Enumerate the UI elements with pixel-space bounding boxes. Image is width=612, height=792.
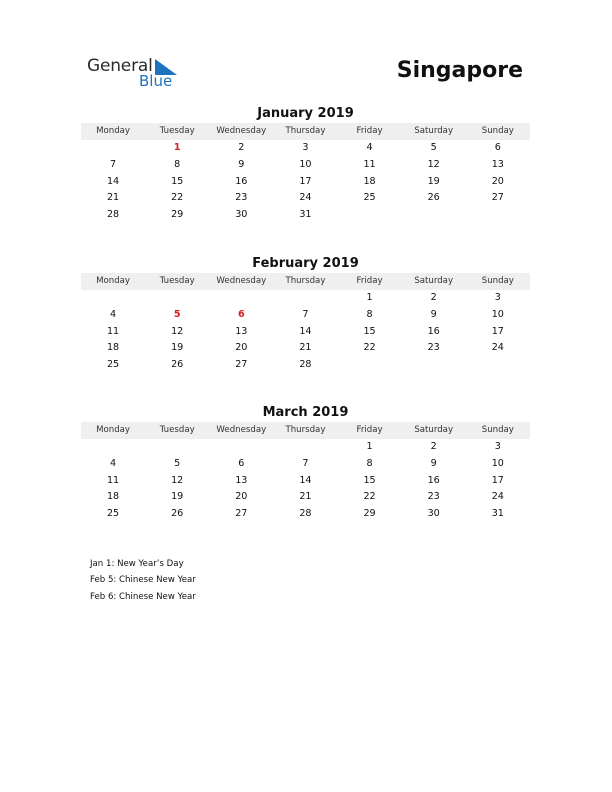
day-cell: 11 [106, 325, 120, 337]
week-row [81, 489, 530, 506]
weekday-label: Friday [356, 425, 383, 435]
empty-day-cell [81, 140, 145, 157]
weekday-label: Wednesday [216, 126, 267, 136]
empty-day-cell [466, 357, 530, 374]
month-calendar [81, 105, 530, 224]
day-cell: 17 [491, 474, 504, 486]
generalblue-logo [87, 56, 187, 92]
empty-day-cell [338, 357, 402, 374]
empty-day-cell [273, 290, 337, 307]
day-cell: 14 [299, 474, 312, 486]
day-cell: 1 [173, 142, 181, 153]
day-cell: 24 [491, 491, 504, 503]
day-cell: 18 [363, 175, 376, 187]
day-cell: 12 [171, 474, 184, 486]
day-cell: 19 [171, 342, 184, 354]
day-cell: 2 [238, 142, 245, 153]
day-cell: 28 [299, 508, 312, 520]
holiday-note: Feb 5: Chinese New Year [90, 575, 196, 586]
weekday-label: Friday [356, 276, 383, 286]
day-cell: 31 [299, 209, 312, 221]
day-cell: 29 [171, 209, 184, 221]
day-cell: 4 [366, 142, 373, 153]
week-row [81, 307, 530, 324]
weekday-label: Thursday [285, 126, 326, 136]
weekday-header-row [81, 273, 530, 290]
day-cell: 27 [491, 192, 504, 204]
day-cell: 12 [427, 158, 440, 170]
day-cell: 25 [363, 192, 376, 204]
weekday-label: Saturday [414, 126, 454, 136]
week-row [81, 140, 530, 157]
day-cell: 18 [106, 491, 120, 503]
logo-text-general: General [87, 56, 153, 76]
day-cell: 11 [106, 474, 120, 486]
day-cell: 21 [299, 342, 312, 354]
day-cell: 16 [427, 325, 440, 337]
day-cell: 3 [494, 292, 501, 303]
day-cell: 10 [491, 308, 504, 320]
day-cell: 5 [173, 308, 181, 320]
day-cell: 19 [171, 491, 184, 503]
weekday-label: Wednesday [216, 425, 267, 435]
month-calendar [81, 255, 530, 374]
empty-day-cell [402, 357, 466, 374]
weekday-label: Sunday [481, 425, 514, 435]
day-cell: 2 [430, 441, 437, 452]
week-row [81, 357, 530, 374]
day-cell: 27 [235, 359, 248, 371]
weekday-label: Thursday [285, 276, 326, 286]
day-cell: 26 [427, 192, 440, 204]
day-cell: 14 [106, 175, 120, 187]
empty-day-cell [81, 290, 145, 307]
day-cell: 22 [363, 491, 376, 503]
day-cell: 9 [430, 308, 437, 320]
day-cell: 20 [235, 342, 248, 354]
holiday-note: Jan 1: New Year’s Day [90, 559, 184, 569]
day-cell: 31 [491, 508, 504, 520]
empty-day-cell [209, 290, 273, 307]
day-cell: 10 [299, 158, 312, 170]
empty-day-cell [209, 439, 273, 456]
day-cell: 13 [491, 158, 504, 170]
day-cell: 6 [238, 457, 245, 469]
day-cell: 12 [171, 325, 184, 337]
day-cell: 24 [491, 342, 504, 354]
week-row [81, 174, 530, 191]
week-row [81, 157, 530, 174]
day-cell: 28 [299, 359, 312, 371]
day-cell: 25 [106, 508, 120, 520]
day-cell: 1 [366, 292, 373, 303]
month-calendar [81, 404, 530, 523]
week-row [81, 290, 530, 307]
day-cell: 9 [238, 158, 245, 170]
day-cell: 6 [494, 142, 501, 153]
day-cell: 8 [174, 158, 181, 170]
day-cell: 11 [363, 158, 376, 170]
day-cell: 15 [171, 175, 184, 187]
empty-day-cell [466, 207, 530, 224]
day-cell: 17 [491, 325, 504, 337]
day-cell: 24 [299, 192, 312, 204]
day-cell: 8 [366, 457, 373, 469]
day-cell: 13 [235, 474, 248, 486]
day-cell: 15 [363, 325, 376, 337]
week-row [81, 340, 530, 357]
country-title: Singapore [396, 58, 523, 83]
day-cell: 21 [106, 192, 120, 204]
day-cell: 4 [110, 457, 117, 469]
month-title: February 2019 [252, 256, 359, 271]
day-cell: 23 [427, 342, 440, 354]
week-row [81, 190, 530, 207]
holiday-notes [90, 556, 196, 605]
day-cell: 22 [171, 192, 184, 204]
day-cell: 30 [427, 508, 440, 520]
week-row [81, 473, 530, 490]
weekday-label: Tuesday [159, 276, 195, 286]
weekday-label: Saturday [414, 425, 454, 435]
empty-day-cell [145, 290, 209, 307]
day-cell: 21 [299, 491, 312, 503]
weekday-label: Thursday [285, 425, 326, 435]
day-cell: 10 [491, 457, 504, 469]
weekday-label: Monday [96, 276, 131, 286]
week-row [81, 439, 530, 456]
logo-text-blue: Blue [139, 72, 173, 90]
weekday-header-row [81, 123, 530, 140]
day-cell: 26 [171, 359, 184, 371]
day-cell: 26 [171, 508, 184, 520]
day-cell: 27 [235, 508, 248, 520]
weekday-label: Saturday [414, 276, 454, 286]
week-row [81, 324, 530, 341]
day-cell: 3 [302, 142, 309, 153]
week-row [81, 456, 530, 473]
weekday-label: Tuesday [159, 425, 195, 435]
day-cell: 13 [235, 325, 248, 337]
weekday-label: Tuesday [159, 126, 195, 136]
weekday-label: Sunday [481, 276, 514, 286]
weekday-label: Wednesday [216, 276, 267, 286]
day-cell: 16 [427, 474, 440, 486]
empty-day-cell [81, 439, 145, 456]
day-cell: 23 [427, 491, 440, 503]
day-cell: 3 [494, 441, 501, 452]
day-cell: 22 [363, 342, 376, 354]
week-row [81, 207, 530, 224]
month-title: January 2019 [257, 106, 354, 121]
day-cell: 15 [363, 474, 376, 486]
weekday-header-row [81, 422, 530, 439]
weekday-label: Monday [96, 425, 131, 435]
day-cell: 7 [302, 308, 309, 320]
day-cell: 29 [363, 508, 376, 520]
day-cell: 30 [235, 209, 248, 221]
day-cell: 7 [110, 158, 117, 170]
day-cell: 5 [174, 457, 181, 469]
day-cell: 20 [235, 491, 248, 503]
day-cell: 25 [106, 359, 120, 371]
day-cell: 16 [235, 175, 248, 187]
week-row [81, 506, 530, 523]
day-cell: 19 [427, 175, 440, 187]
day-cell: 28 [106, 209, 120, 221]
empty-day-cell [402, 207, 466, 224]
holiday-note: Feb 6: Chinese New Year [90, 591, 196, 602]
day-cell: 18 [106, 342, 120, 354]
day-cell: 5 [430, 142, 437, 153]
day-cell: 2 [430, 292, 437, 303]
empty-day-cell [338, 207, 402, 224]
day-cell: 14 [299, 325, 312, 337]
empty-day-cell [145, 439, 209, 456]
day-cell: 23 [235, 192, 248, 204]
day-cell: 17 [299, 175, 312, 187]
day-cell: 7 [302, 457, 309, 469]
weekday-label: Friday [356, 126, 383, 136]
empty-day-cell [273, 439, 337, 456]
day-cell: 20 [491, 175, 504, 187]
weekday-label: Monday [96, 126, 131, 136]
day-cell: 1 [366, 441, 373, 452]
weekday-label: Sunday [481, 126, 514, 136]
day-cell: 6 [237, 308, 245, 320]
day-cell: 9 [430, 457, 437, 469]
day-cell: 8 [366, 308, 373, 320]
month-title: March 2019 [262, 405, 349, 420]
day-cell: 4 [110, 308, 117, 320]
